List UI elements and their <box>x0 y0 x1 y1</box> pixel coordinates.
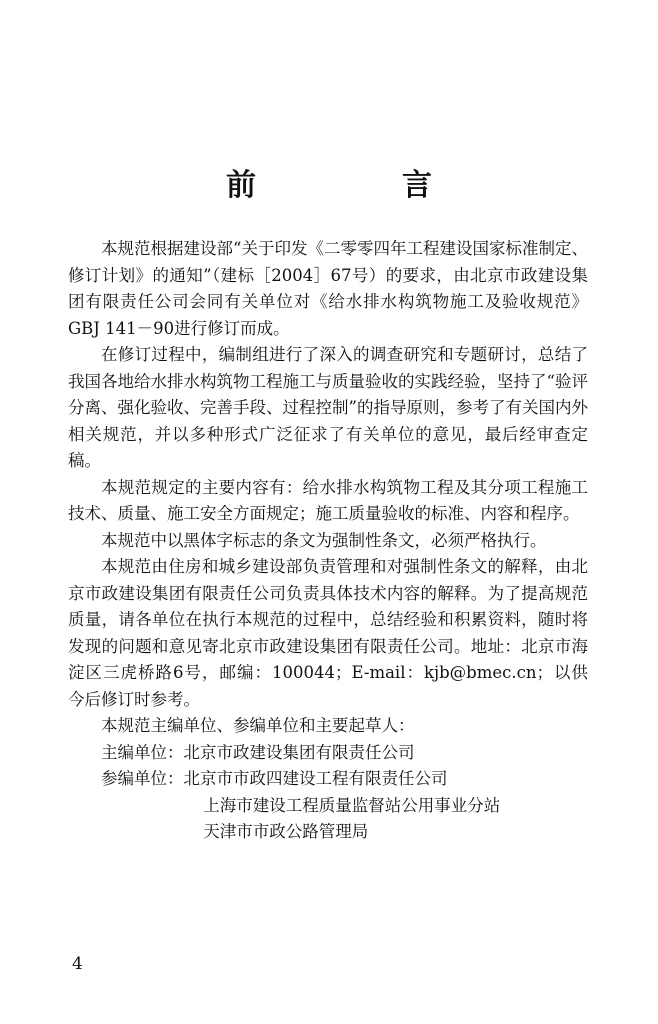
participating-unit-line: 参编单位：北京市市政四建设工程有限责任公司 <box>101 769 448 788</box>
paragraph-mandatory-clauses: 本规范中以黑体字标志的条文为强制性条文，必须严格执行。 <box>101 530 547 550</box>
preface-body <box>68 236 588 846</box>
paragraph-main-contents: 本规范规定的主要内容有：给水排水构筑物工程及其分项工程施工技术、质量、施工安全方面规定；施工质量验收的标准、内容和程序。 <box>68 477 588 523</box>
participating-unit-line: 天津市市政公路管理局 <box>203 822 369 841</box>
paragraph-revision-basis: 本规范根据建设部“关于印发《二零零四年工程建设国家标准制定、修订计划》的通知”（建标［2004］67号）的要求，由北京市政建设集团有限责任公司会同有关单位对《给水排水构筑物施工及验收规范》GBJ 141－90进行修订而成。 <box>68 239 588 338</box>
paragraph-units-intro: 本规范主编单位、参编单位和主要起草人： <box>101 716 415 735</box>
page-title: 前 言 <box>226 168 490 203</box>
paragraph-revision-process: 在修订过程中，编制组进行了深入的调查研究和专题研讨，总结了我国各地给水排水构筑物工程施工与质量验收的实践经验，坚持了“验评分离、强化验收、完善手段、过程控制”的指导原则，参考了有关国内外相关规范，并以多种形式广泛征求了有关单位的意见，最后经审查定稿。 <box>68 345 588 470</box>
page-number: 4 <box>72 954 83 974</box>
paragraph-management-contact: 本规范由住房和城乡建设部负责管理和对强制性条文的解释，由北京市政建设集团有限责任公司负责具体技术内容的解释。为了提高规范质量，请各单位在执行本规范的过程中，总结经验和积累资料，随时将发现的问题和意见寄北京市政建设集团有限责任公司。地址：北京市海淀区三虎桥路6号，邮编：100044；E-mail：kjb@bmec.cn；以供今后修订时参考。 <box>68 557 588 709</box>
chief-unit-line: 主编单位：北京市政建设集团有限责任公司 <box>101 742 415 762</box>
participating-unit-line: 上海市建设工程质量监督站公用事业分站 <box>203 795 501 815</box>
